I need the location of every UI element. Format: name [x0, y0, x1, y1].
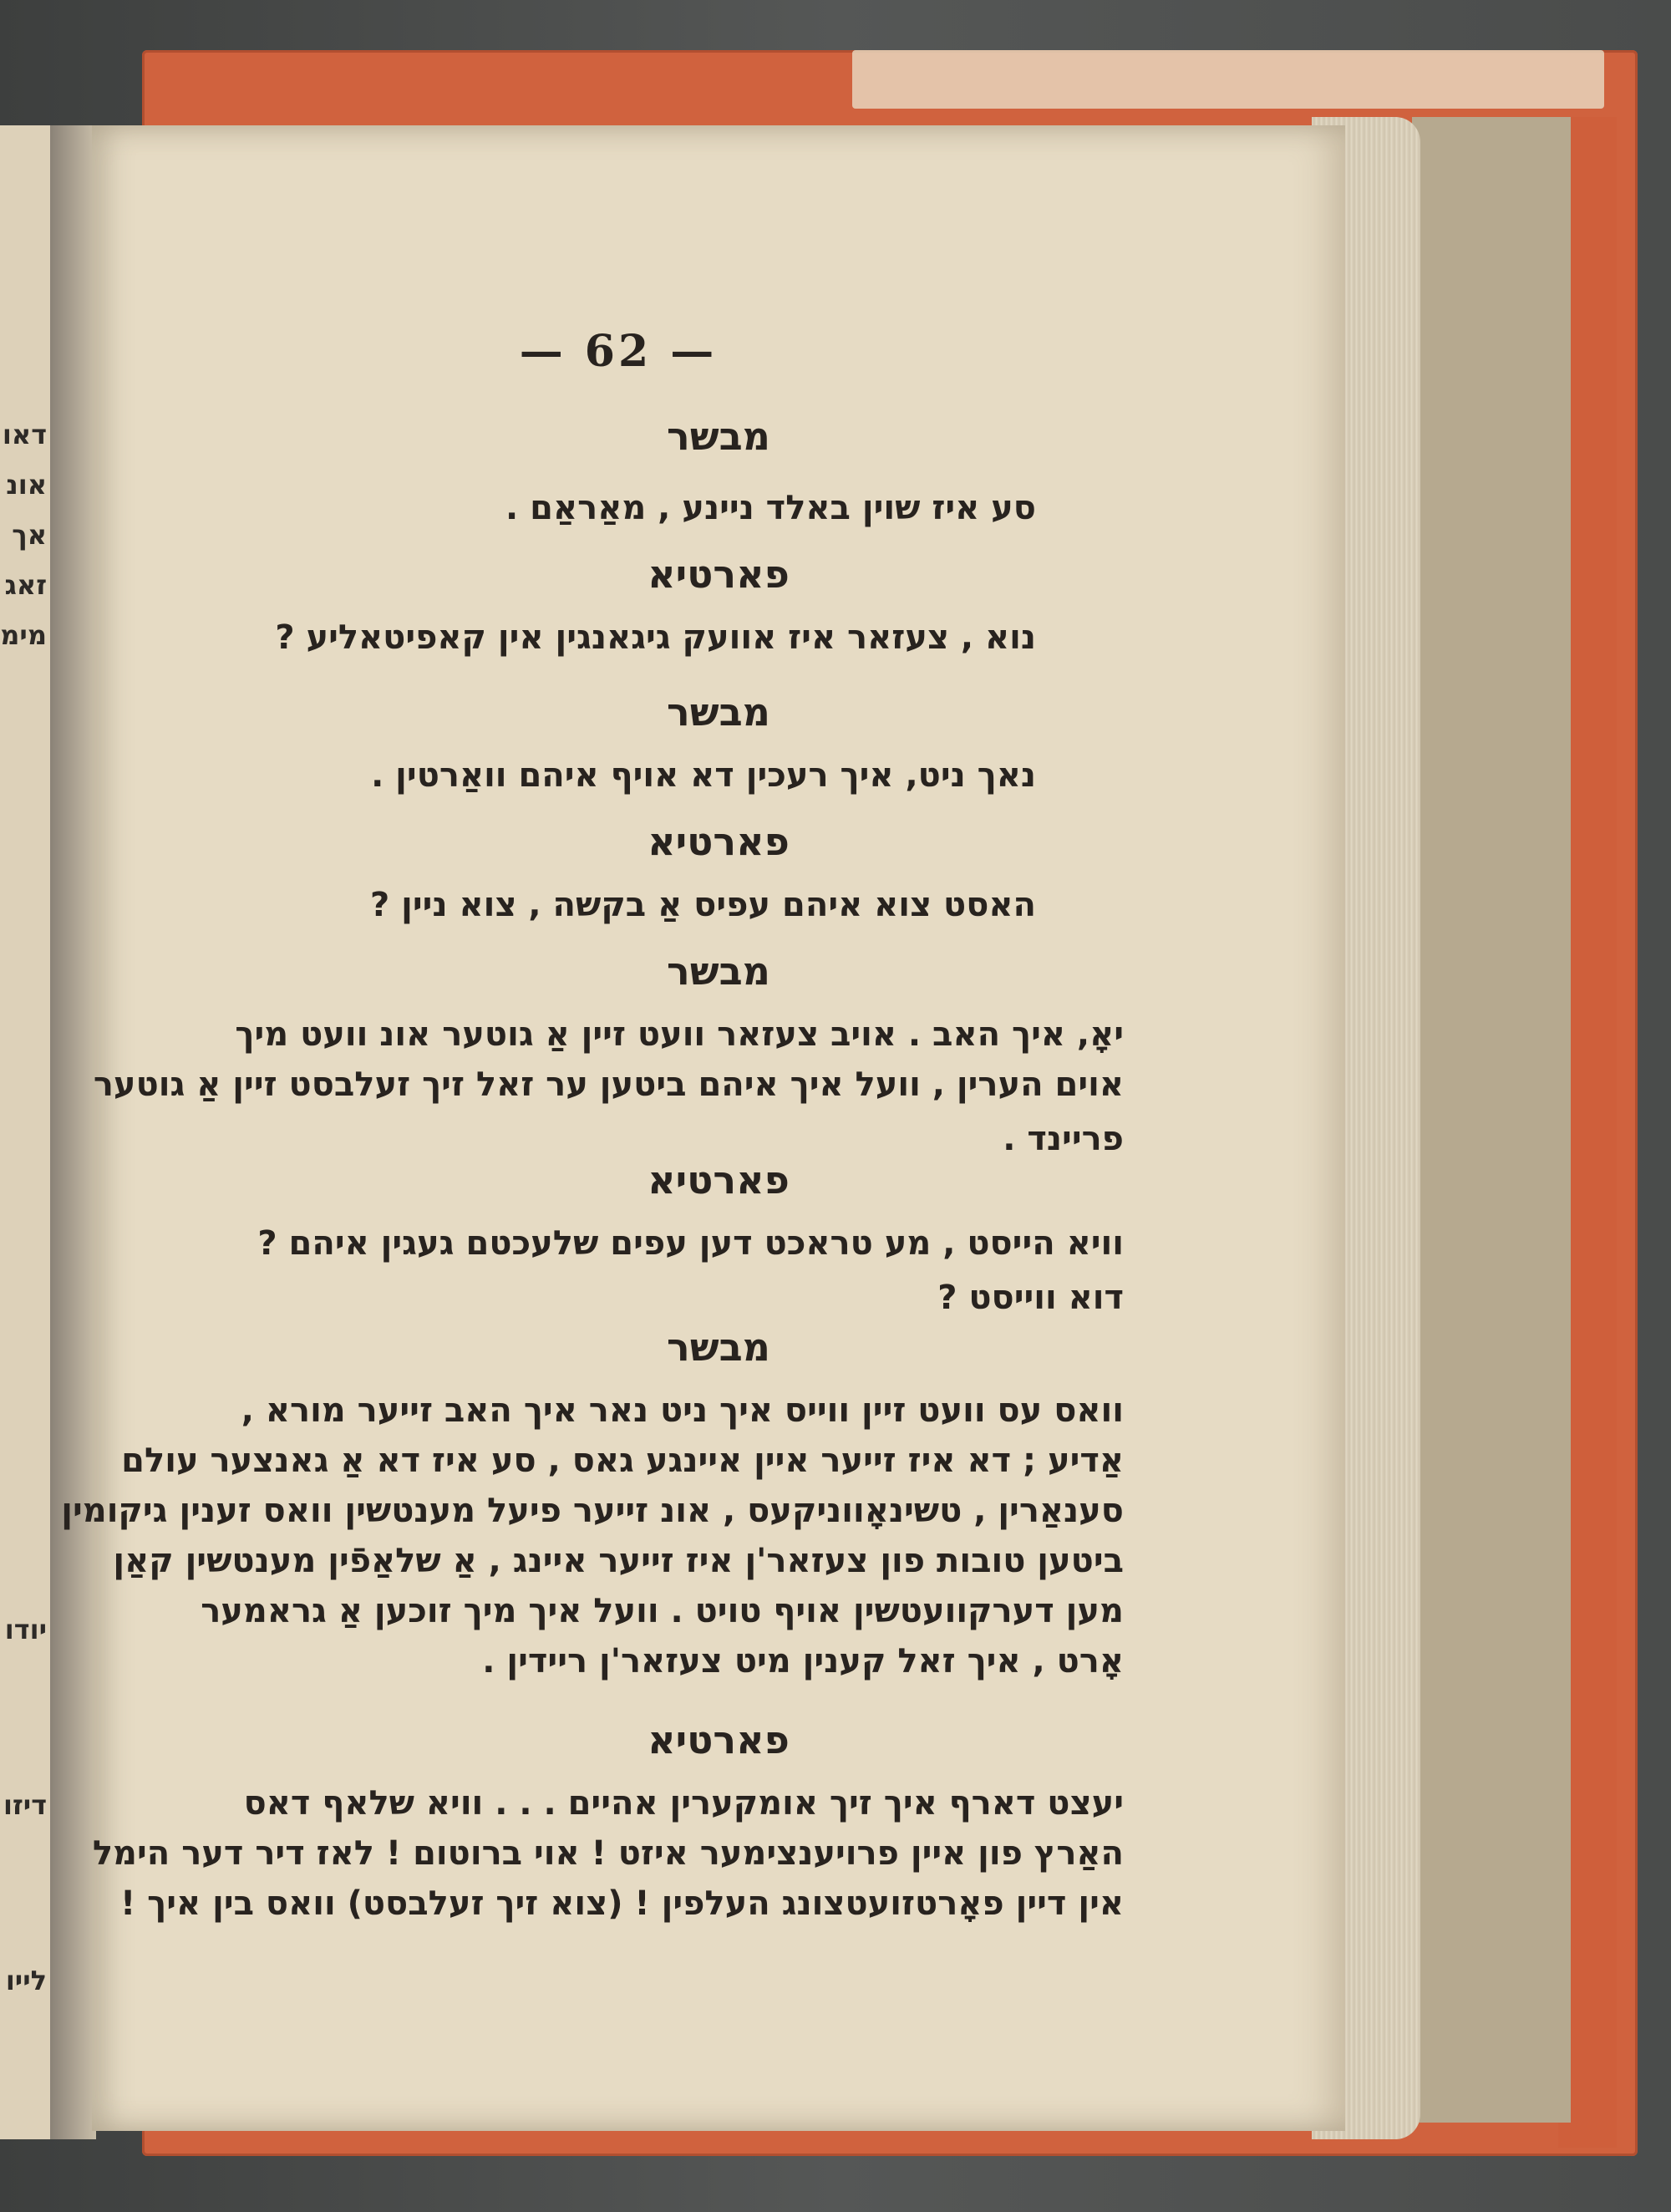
dialogue-line: האַרץ פון איין פרויענצימער איזט ! אוי ברוטום ! לאז דיר דער הימל: [92, 1834, 1124, 1873]
fragment: מימ: [0, 619, 47, 651]
dialogue-line: וואס עס וועט זיין ווייס איך ניט נאר איך האב זייער מורא ,: [241, 1391, 1124, 1430]
dialogue-line: פריינד .: [1003, 1120, 1124, 1158]
dialogue-line: אָרט , איך זאל קענין מיט צעזאר'ן ריידין .: [482, 1642, 1124, 1681]
fragment: אך: [12, 519, 47, 551]
fragment: אונ: [6, 469, 47, 501]
page-number: — 62 —: [519, 326, 718, 377]
dialogue-line: סענאַרין , טשינאָווניקעס , אונ זייער פיעל מענטשין וואס זענין גיקומין: [61, 1492, 1124, 1530]
dialogue-line: נאך ניט, איך רעכין דא אויף איהם וואַרטין .: [371, 756, 1036, 795]
fragment: לייו: [5, 1965, 47, 1996]
spine-gutter: [50, 125, 96, 2139]
dialogue-line: ביטען טובות פון צעזאר'ן איז זייער איינג , אַ שלאַפֿין מענטשין קאַן: [113, 1542, 1124, 1580]
dialogue-line: האסט צוא איהם עפיס אַ בקשה , צוא ניין ?: [370, 886, 1036, 924]
fragment: זאג: [4, 569, 47, 601]
speaker-name: מבשר: [667, 948, 770, 994]
dialogue-line: יאָ, איך האב . אויב צעזאר וועט זיין אַ גוטער אונ וועט מיך: [235, 1015, 1124, 1054]
dialogue-line: מען דערקוועטשין אויף טויט . וועל איך מיך זוכען אַ גראמער: [201, 1592, 1124, 1630]
speaker-name: פארטיא: [648, 819, 790, 864]
dialogue-line: דוא ווייסט ?: [937, 1279, 1124, 1317]
speaker-name: פארטיא: [648, 1157, 790, 1203]
cover-worn-edge: [852, 50, 1604, 109]
previous-page-text: [0, 409, 47, 2006]
speaker-name: פארטיא: [648, 552, 790, 597]
dialogue-line: וויא הייסט , מע טראכט דען עפים שלעכטם געגין איהם ?: [257, 1224, 1124, 1263]
fragment: דיזו: [3, 1789, 47, 1821]
dialogue-line: אַדיע ; דא איז זייער איין איינגע גאס , סע איז דא אַ גאנצער עולם: [121, 1442, 1124, 1480]
back-board: [1412, 117, 1571, 2123]
speaker-name: מבשר: [667, 414, 770, 459]
dialogue-line: נוא , צעזאר איז אוועק גיגאנגין אין קאפיטאליע ?: [275, 618, 1036, 657]
speaker-name: מבשר: [667, 1325, 770, 1370]
speaker-name: פארטיא: [648, 1717, 790, 1762]
dialogue-line: אין דיין פאָרטזועטצונג העלפין ! (צוא זיך זעלבסט) וואס בין איך !: [119, 1884, 1124, 1923]
dialogue-line: סע איז שוין באלד ניינע , מאַראַם .: [505, 489, 1036, 527]
speaker-name: מבשר: [667, 689, 770, 735]
fragment: דאו: [2, 419, 47, 450]
dialogue-line: יעצט דארף איך זיך אומקערין אהיים . . . וויא שלאף דאס: [243, 1784, 1124, 1823]
fragment: יודו: [4, 1614, 47, 1645]
dialogue-line: אוים הערין , וועל איך איהם ביטען ער זאל זיך זעלבסט זיין אַ גוטער: [93, 1065, 1124, 1104]
